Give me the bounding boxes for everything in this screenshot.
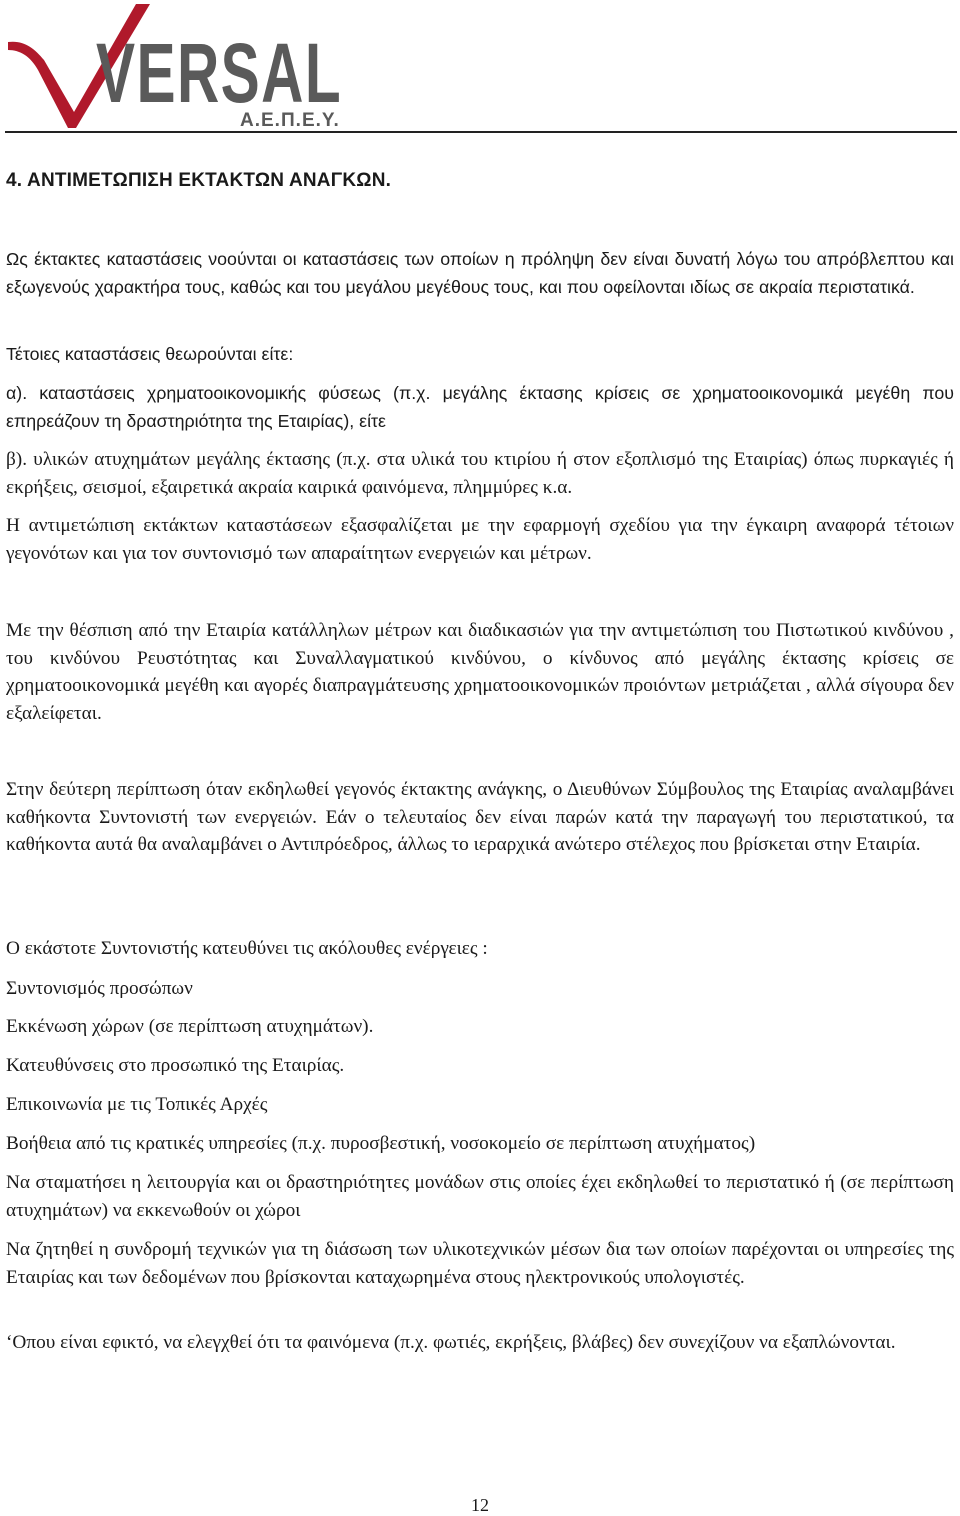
- action-item: Εκκένωση χώρων (σε περίπτωση ατυχημάτων).: [6, 1016, 374, 1037]
- action-item: Επικοινωνία με τις Τοπικές Αρχές: [6, 1094, 268, 1115]
- logo-subtitle: Α.Ε.Π.Ε.Υ.: [240, 110, 340, 130]
- logo-wordmark: VERSAL: [96, 26, 342, 120]
- measures-paragraph: Με την θέσπιση από την Εταιρία κατάλληλων μέτρων και διαδικασιών για την αντιμετώπιση του Πιστωτικού κινδύνου , του κινδύνου Ρευστότητας και Συναλλαγματικού κινδύνου, ο κίνδυνος από μεγάλης έκτασης κρίσεις σε χρηματοοικονομικά μεγέθη και αγορές διαπραγμάτευσης χρηματοοικονομικών προιόντων μετριάζεται , αλλά σίγουρα δεν εξαλείφεται.: [6, 620, 954, 724]
- page-number: 12: [471, 1495, 489, 1515]
- page-header: [0, 0, 960, 135]
- handling-paragraph: Η αντιμετώπιση εκτάκτων καταστάσεων εξασφαλίζεται με την εφαρμογή σχεδίου για την έγκαιρη αναφορά τέτοιων γεγονότων και για τον συντονισμό των απαραίτητων ενεργειών και μέτρων.: [6, 515, 954, 564]
- coordinator-intro: Ο εκάστοτε Συντονιστής κατευθύνει τις ακόλουθες ενέργειες :: [6, 938, 488, 959]
- section-heading: 4. ΑΝΤΙΜΕΤΩΠΙΣΗ ΕΚΤΑΚΤΩΝ ΑΝΑΓΚΩΝ.: [6, 170, 392, 191]
- action-item: Βοήθεια από τις κρατικές υπηρεσίες (π.χ. πυροσβεστική, νοσοκομείο σε περίπτωση ατυχήματος): [6, 1133, 756, 1154]
- versal-logo: [4, 0, 344, 130]
- action-item: Να σταματήσει η λειτουργία και οι δραστηριότητες μονάδων στις οποίες έχει εκδηλωθεί το περιστατικό ή (σε περίπτωση ατυχημάτων) να εκκενωθούν οι χώροι: [6, 1172, 954, 1221]
- considered-line: Τέτοιες καταστάσεις θεωρούνται είτε:: [6, 344, 294, 364]
- header-divider: [5, 131, 957, 133]
- action-item: Συντονισμός προσώπων: [6, 978, 193, 999]
- case-a-paragraph: α). καταστάσεις χρηματοοικονομικής φύσεως (π.χ. μεγάλης έκτασης κρίσεις σε χρηματοοικονομικά μεγέθη που επηρεάζουν τη δραστηριότητα της Εταιρίας), είτε: [6, 383, 954, 431]
- action-item: Να ζητηθεί η συνδρομή τεχνικών για τη διάσωση των υλικοτεχνικών μέσων δια των οποίων παρέχονται οι υπηρεσίες της Εταιρίας και των δεδομένων που βρίσκονται καταχωρημένα στους ηλεκτρονικούς υπολογιστές.: [6, 1239, 954, 1288]
- second-case-paragraph: Στην δεύτερη περίπτωση όταν εκδηλωθεί γεγονός έκτακτης ανάγκης, ο Διευθύνων Σύμβουλος της Εταιρίας αναλαμβάνει καθήκοντα Συντονιστή των ενεργειών. Εάν ο τελευταίος δεν είναι παρών κατά την παραγωγή του περιστατικού, τα καθήκοντα αυτά θα αναλαμβάνει ο Αντιπρόεδρος, άλλως το ιεραρχικά ανώτερο στέλεχος που βρίσκεται στην Εταιρία.: [6, 779, 954, 855]
- action-item: ‘Οπου είναι εφικτό, να ελεγχθεί ότι τα φαινόμενα (π.χ. φωτιές, εκρήξεις, βλάβες) δεν συνεχίζουν να εξαπλώνονται.: [6, 1332, 896, 1353]
- action-item: Κατευθύνσεις στο προσωπικό της Εταιρίας.: [6, 1055, 345, 1076]
- intro-paragraph: Ως έκτακτες καταστάσεις νοούνται οι καταστάσεις των οποίων η πρόληψη δεν είναι δυνατή λόγω του απρόβλεπτου και εξωγενούς χαρακτήρα τους, καθώς και του μεγάλου μεγέθους τους, και που οφείλονται ιδίως σε ακραία περιστατικά.: [6, 249, 954, 297]
- case-b-paragraph: β). υλικών ατυχημάτων μεγάλης έκτασης (π.χ. στα υλικά του κτιρίου ή στον εξοπλισμό της Εταιρίας) όπως πυρκαγιές ή εκρήξεις, σεισμοί, εξαιρετικά ακραία καιρικά φαινόμενα, πλημμύρες κ.α.: [6, 449, 954, 498]
